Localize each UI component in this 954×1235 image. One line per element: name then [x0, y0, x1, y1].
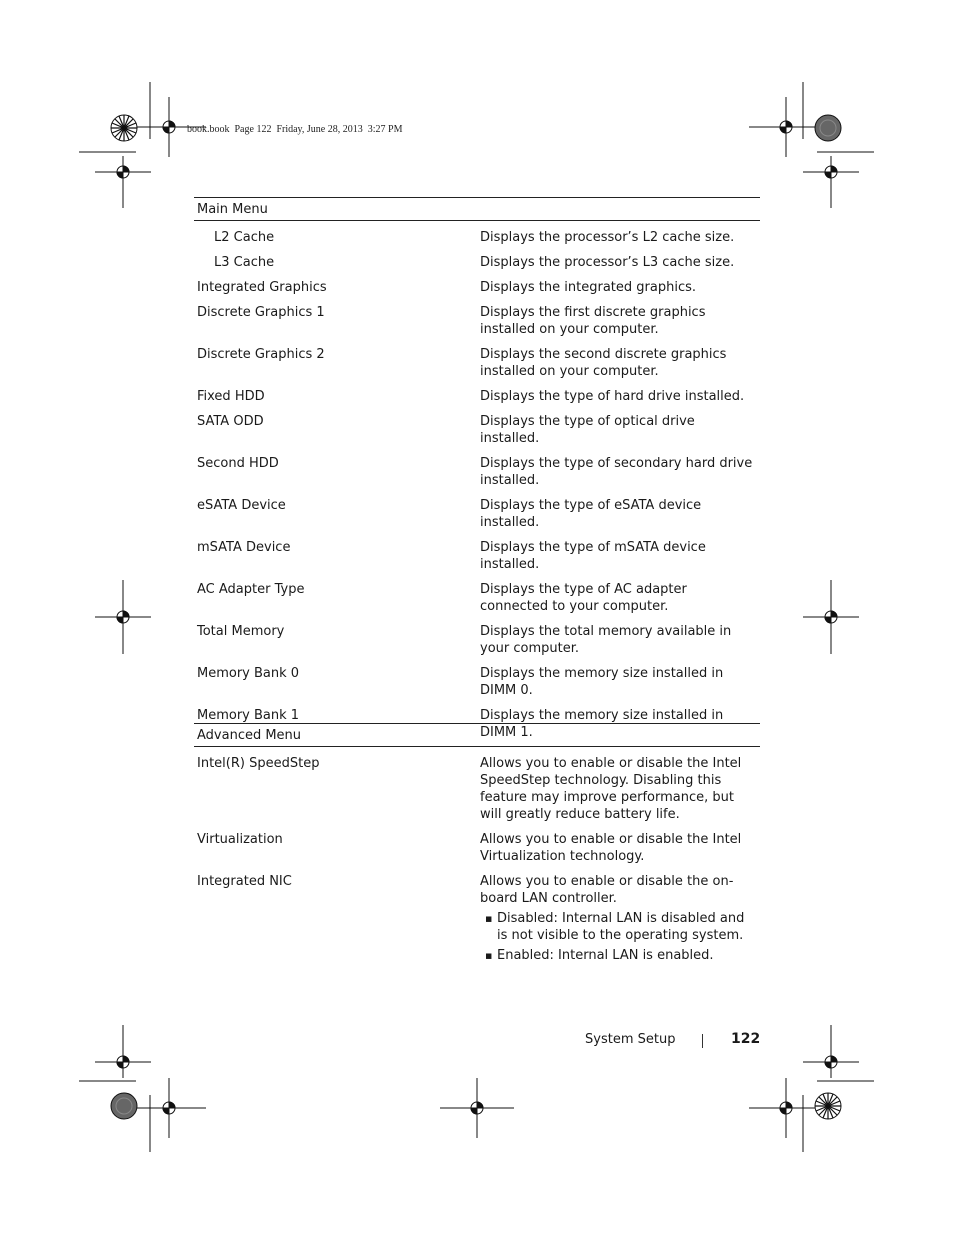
description-text: Displays the type of AC adapter connected to your computer.	[480, 582, 687, 614]
setting-description	[480, 831, 758, 865]
description-text: Displays the processor’s L2 cache size.	[480, 230, 735, 245]
main-menu-table	[194, 197, 760, 741]
setting-name: Integrated NIC	[197, 874, 292, 889]
table-row	[194, 304, 760, 338]
bullet-icon: ▪	[485, 912, 493, 925]
setting-description	[480, 455, 758, 489]
setting-description	[480, 581, 758, 615]
setting-name: Memory Bank 1	[197, 708, 300, 723]
crosshair-icon	[749, 1078, 823, 1138]
table-row	[194, 873, 760, 964]
table-row	[194, 539, 760, 573]
table-row	[194, 755, 760, 823]
setting-name: Discrete Graphics 1	[197, 305, 325, 320]
setting-name: Discrete Graphics 2	[197, 347, 325, 362]
setting-description	[480, 229, 758, 246]
setting-description	[480, 665, 758, 699]
setting-name: mSATA Device	[197, 540, 291, 555]
table-row	[194, 254, 760, 271]
advanced-menu-table	[194, 723, 760, 967]
description-text: Displays the type of optical drive installed.	[480, 414, 695, 446]
crosshair-icon	[95, 156, 151, 208]
description-text: Displays the type of eSATA device installed.	[480, 498, 702, 530]
list-item-text: Enabled: Internal LAN is enabled.	[497, 948, 714, 963]
setting-name: Fixed HDD	[197, 389, 265, 404]
setting-name: Second HDD	[197, 456, 279, 471]
setting-name: Virtualization	[197, 832, 283, 847]
setting-description	[480, 623, 758, 657]
main-menu-heading: Main Menu	[194, 197, 760, 221]
starburst-icon	[815, 1093, 841, 1119]
setting-description	[480, 497, 758, 531]
print-header: book.book Page 122 Friday, June 28, 2013 3:27 PM	[187, 124, 403, 135]
crosshair-icon	[803, 1025, 859, 1078]
setting-description	[480, 413, 758, 447]
description-text: Displays the type of secondary hard drive installed.	[480, 456, 753, 488]
setting-name: AC Adapter Type	[197, 582, 305, 597]
table-row	[194, 831, 760, 865]
setting-name: L2 Cache	[214, 230, 275, 245]
setting-name: L3 Cache	[214, 255, 275, 270]
setting-name: Memory Bank 0	[197, 666, 300, 681]
table-row	[194, 455, 760, 489]
description-text: Allows you to enable or disable the Intel SpeedStep technology. Disabling this feature may improve performance, but will greatly reduce battery life.	[480, 756, 742, 822]
footer-section-label: System Setup	[585, 1032, 676, 1047]
crosshair-icon	[132, 1078, 206, 1138]
description-text: Displays the memory size installed in DIMM 0.	[480, 666, 724, 698]
description-text: Displays the integrated graphics.	[480, 280, 696, 295]
setting-description	[480, 279, 758, 296]
setting-name: Integrated Graphics	[197, 280, 327, 295]
starburst-icon	[111, 115, 137, 141]
setting-description	[480, 873, 758, 964]
page-number: 122	[731, 1031, 761, 1047]
bullet-icon: ▪	[485, 949, 493, 962]
setting-description	[480, 304, 758, 338]
setting-description	[480, 539, 758, 573]
list-item	[480, 947, 758, 964]
description-text: Displays the processor’s L3 cache size.	[480, 255, 735, 270]
footer-separator	[702, 1034, 703, 1048]
table-row	[194, 229, 760, 246]
setting-description	[480, 346, 758, 380]
description-text: Allows you to enable or disable the on-board LAN controller.	[480, 874, 734, 906]
description-text: Allows you to enable or disable the Intel Virtualization technology.	[480, 832, 742, 864]
table-row	[194, 623, 760, 657]
table-row	[194, 581, 760, 615]
option-list	[480, 910, 758, 964]
description-text: Displays the first discrete graphics installed on your computer.	[480, 305, 706, 337]
description-text: Displays the second discrete graphics installed on your computer.	[480, 347, 727, 379]
table-row	[194, 346, 760, 380]
crosshair-icon	[440, 1078, 514, 1138]
description-text: Displays the memory size installed in DIMM 1.	[480, 708, 724, 740]
setting-name: SATA ODD	[197, 414, 264, 429]
setting-name: Total Memory	[197, 624, 285, 639]
setting-description	[480, 254, 758, 271]
table-row	[194, 497, 760, 531]
list-item	[480, 910, 758, 944]
table-row	[194, 388, 760, 405]
setting-name: Intel(R) SpeedStep	[197, 756, 320, 771]
table-row	[194, 665, 760, 699]
table-row	[194, 413, 760, 447]
setting-name: eSATA Device	[197, 498, 286, 513]
setting-description	[480, 755, 758, 823]
description-text: Displays the total memory available in your computer.	[480, 624, 732, 656]
advanced-menu-heading: Advanced Menu	[194, 723, 760, 747]
setting-description	[480, 388, 758, 405]
table-row	[194, 279, 760, 296]
crosshair-icon	[749, 97, 823, 157]
description-text: Displays the type of mSATA device installed.	[480, 540, 706, 572]
crosshair-icon	[803, 156, 859, 208]
crosshair-icon	[95, 580, 151, 654]
list-item-text: Disabled: Internal LAN is disabled and is not visible to the operating system.	[497, 911, 745, 943]
description-text: Displays the type of hard drive installed.	[480, 389, 745, 404]
crosshair-icon	[803, 580, 859, 654]
crosshair-icon	[95, 1025, 151, 1078]
